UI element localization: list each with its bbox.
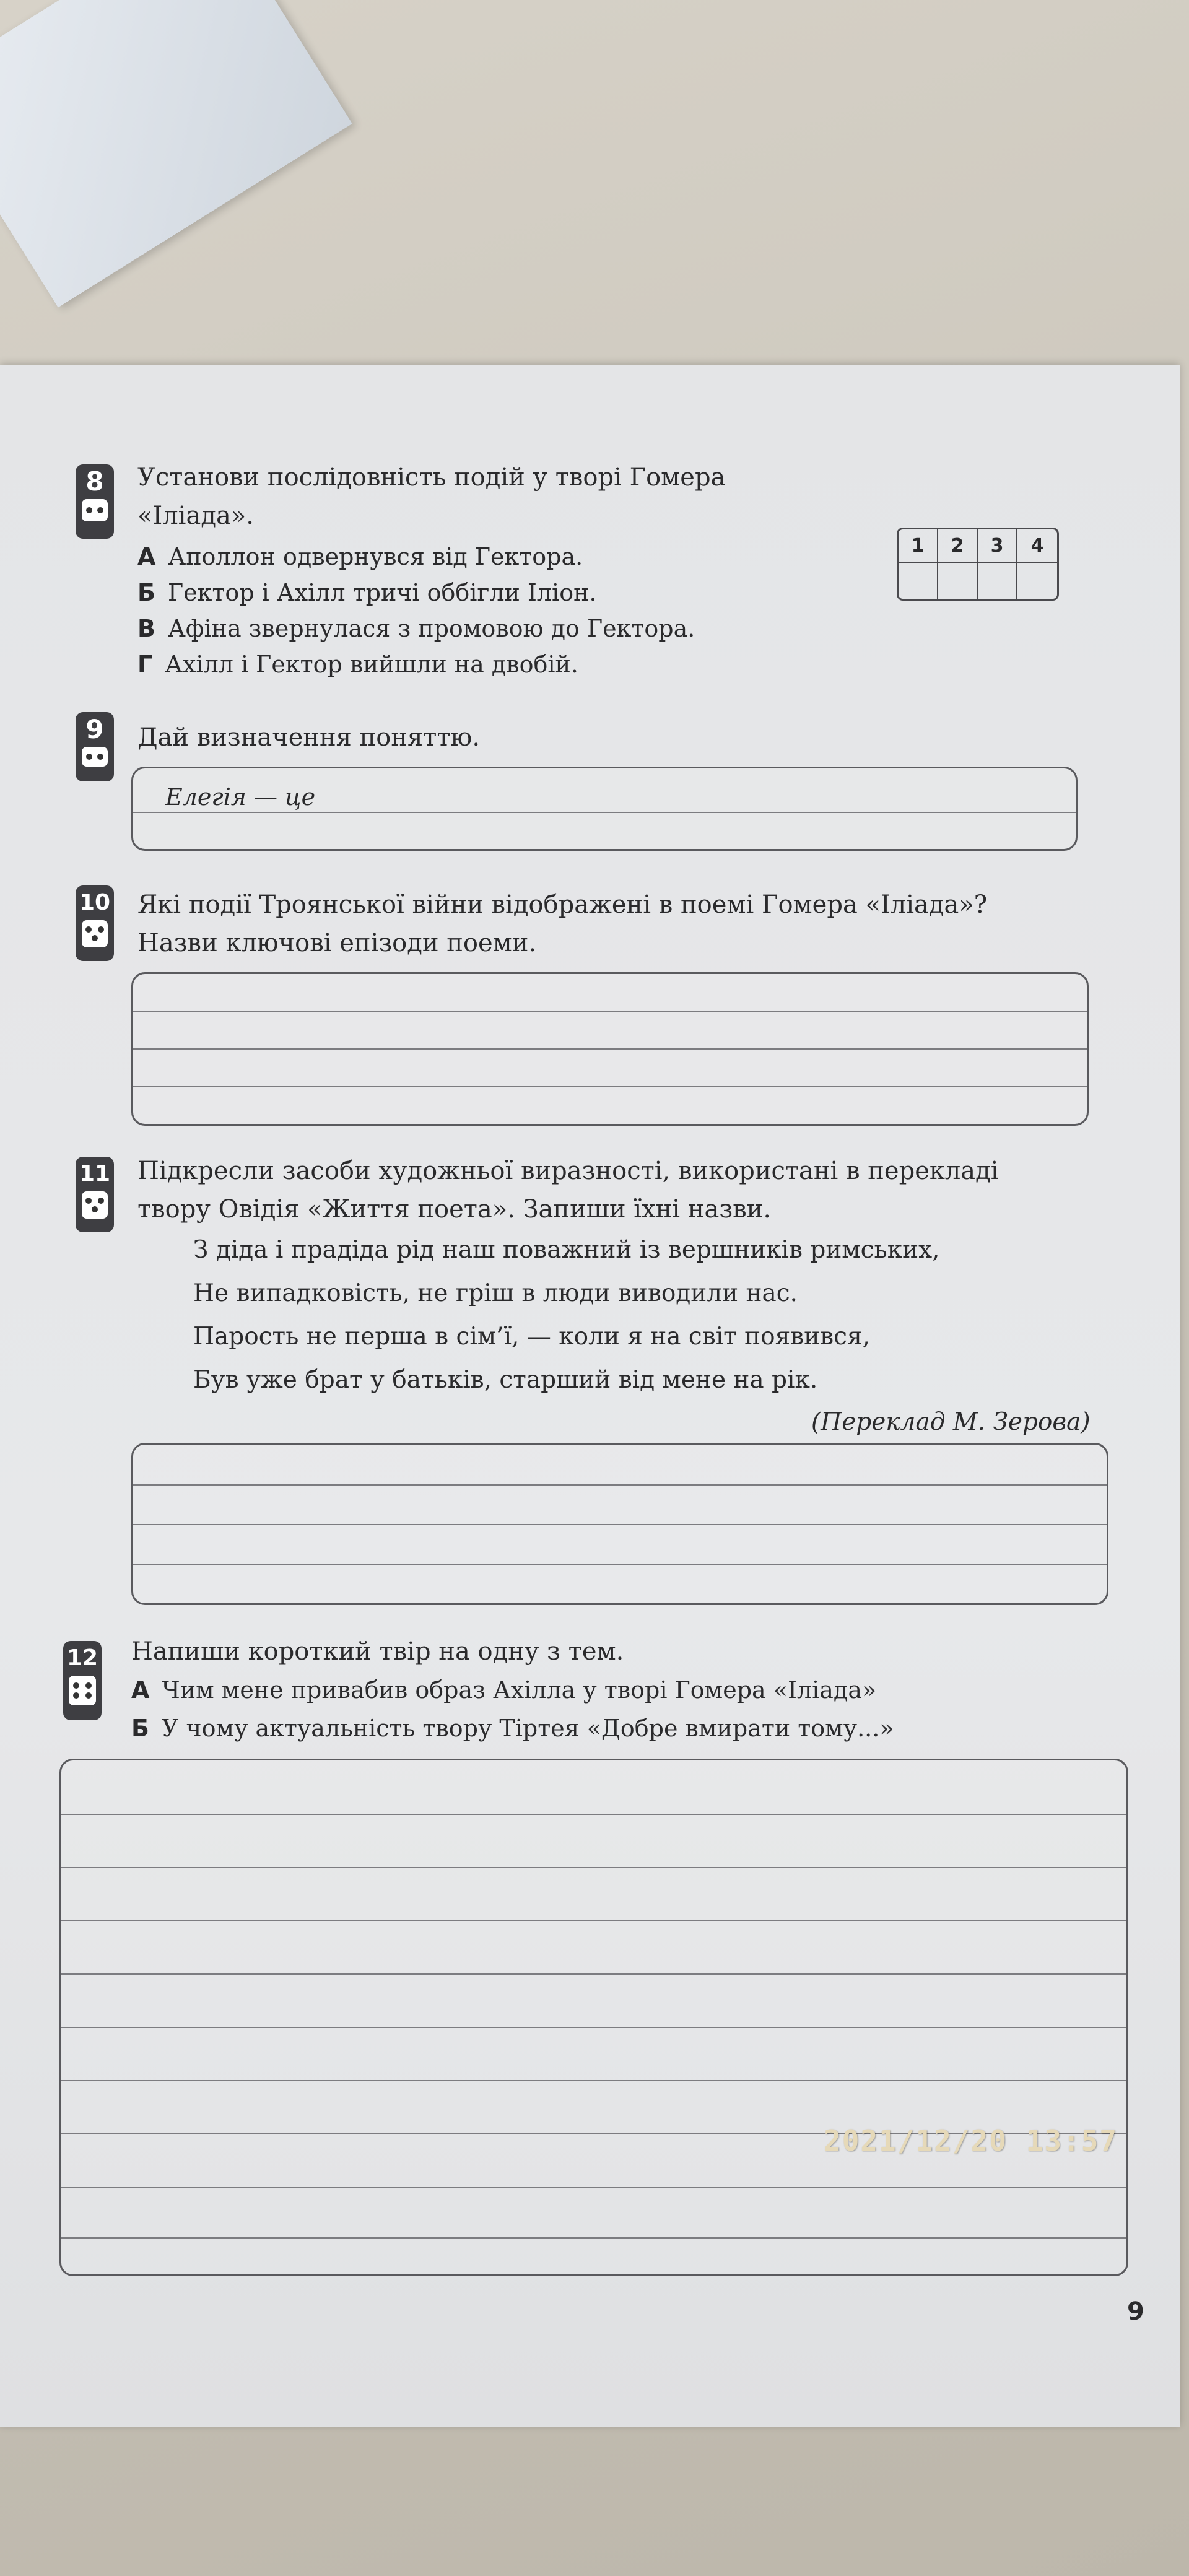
grid-header: 1 (899, 529, 938, 563)
answer-line (133, 1086, 1087, 1087)
difficulty-dots-icon (82, 1191, 108, 1219)
task-number: 9 (85, 714, 104, 744)
answer-box[interactable] (131, 767, 1078, 851)
task-question: Які події Троянської війни відображені в поемі Гомера «Іліада»? Назви ключові епізоди поеми. (137, 890, 988, 957)
poem-line: Був уже брат у батьків, старший від мене на рік. (193, 1366, 818, 1394)
task-question: Напиши короткий твір на одну з тем. (131, 1637, 624, 1666)
task-number: 8 (85, 466, 104, 497)
answer-line (133, 1564, 1107, 1565)
task-question: Дай визначення поняттю. (137, 723, 481, 752)
answer-line (61, 1973, 1126, 1975)
task-question: Підкресли засоби художньої виразності, використані в перекладі твору Овідія «Життя поета». Запиши їхні назви. (137, 1157, 999, 1224)
task-question: Установи послідовність подій у творі Гомера «Іліада». (137, 463, 726, 530)
grid-answer-cell[interactable] (899, 563, 938, 599)
answer-line (133, 812, 1076, 813)
task-number: 10 (79, 890, 111, 915)
answer-prefix: Елегія — це (165, 783, 316, 811)
grid-header: 2 (938, 529, 978, 563)
task-number: 11 (79, 1161, 111, 1186)
essay-box[interactable] (59, 1759, 1128, 2276)
option-v: В Афіна звернулася з промовою до Гектора. (137, 615, 695, 642)
grid-answer-cell[interactable] (938, 563, 978, 599)
background-paper-sheet (0, 0, 352, 307)
task-number-badge (76, 712, 114, 781)
page-number: 9 (1127, 2297, 1144, 2326)
answer-line (61, 2187, 1126, 2188)
grid-answer-cell[interactable] (1017, 563, 1057, 599)
task-number: 12 (66, 1645, 98, 1671)
option-a: А Чим мене привабив образ Ахілла у творі Гомера «Іліада» (131, 1676, 877, 1704)
answer-box[interactable] (131, 972, 1089, 1126)
photo-timestamp: 2021/12/20 13:57 (824, 2124, 1118, 2157)
option-g: Г Ахілл і Гектор вийшли на двобій. (137, 651, 578, 678)
answer-line (61, 2237, 1126, 2239)
answer-line (61, 2027, 1126, 2028)
task-number-badge (76, 1157, 114, 1232)
answer-line (133, 1484, 1107, 1486)
option-b: Б Гектор і Ахілл тричі оббігли Іліон. (137, 579, 597, 606)
difficulty-dots-icon (82, 499, 108, 521)
poem-line: Парость не перша в сім’ї, — коли я на світ появився, (193, 1323, 870, 1351)
answer-line (61, 1814, 1126, 1815)
grid-answer-cell[interactable] (978, 563, 1017, 599)
task-number-badge (76, 886, 114, 961)
answer-line (133, 1524, 1107, 1525)
answer-line (61, 1867, 1126, 1868)
poem-line: З діда і прадіда рід наш поважний із вершників римських, (193, 1236, 940, 1264)
answer-line (61, 1920, 1126, 1921)
grid-header: 4 (1017, 529, 1057, 563)
answer-grid (897, 528, 1059, 601)
answer-line (133, 1048, 1087, 1050)
answer-box[interactable] (131, 1443, 1108, 1605)
poem-line: Не випадковість, не гріш в люди виводили нас. (193, 1279, 798, 1307)
answer-line (61, 2080, 1126, 2081)
grid-header: 3 (978, 529, 1017, 563)
workbook-page (0, 365, 1180, 2427)
option-b: Б У чому актуальність твору Тіртея «Добре вмирати тому...» (131, 1715, 894, 1742)
difficulty-dots-icon (82, 920, 108, 947)
answer-line (133, 1011, 1087, 1012)
task-number-badge (76, 464, 114, 539)
difficulty-dots-icon (82, 747, 108, 767)
task-number-badge (63, 1641, 102, 1720)
translation-attribution: (Переклад М. Зерова) (811, 1408, 1091, 1436)
difficulty-dots-icon (69, 1676, 96, 1705)
option-a: А Аполлон одвернувся від Гектора. (137, 543, 583, 570)
